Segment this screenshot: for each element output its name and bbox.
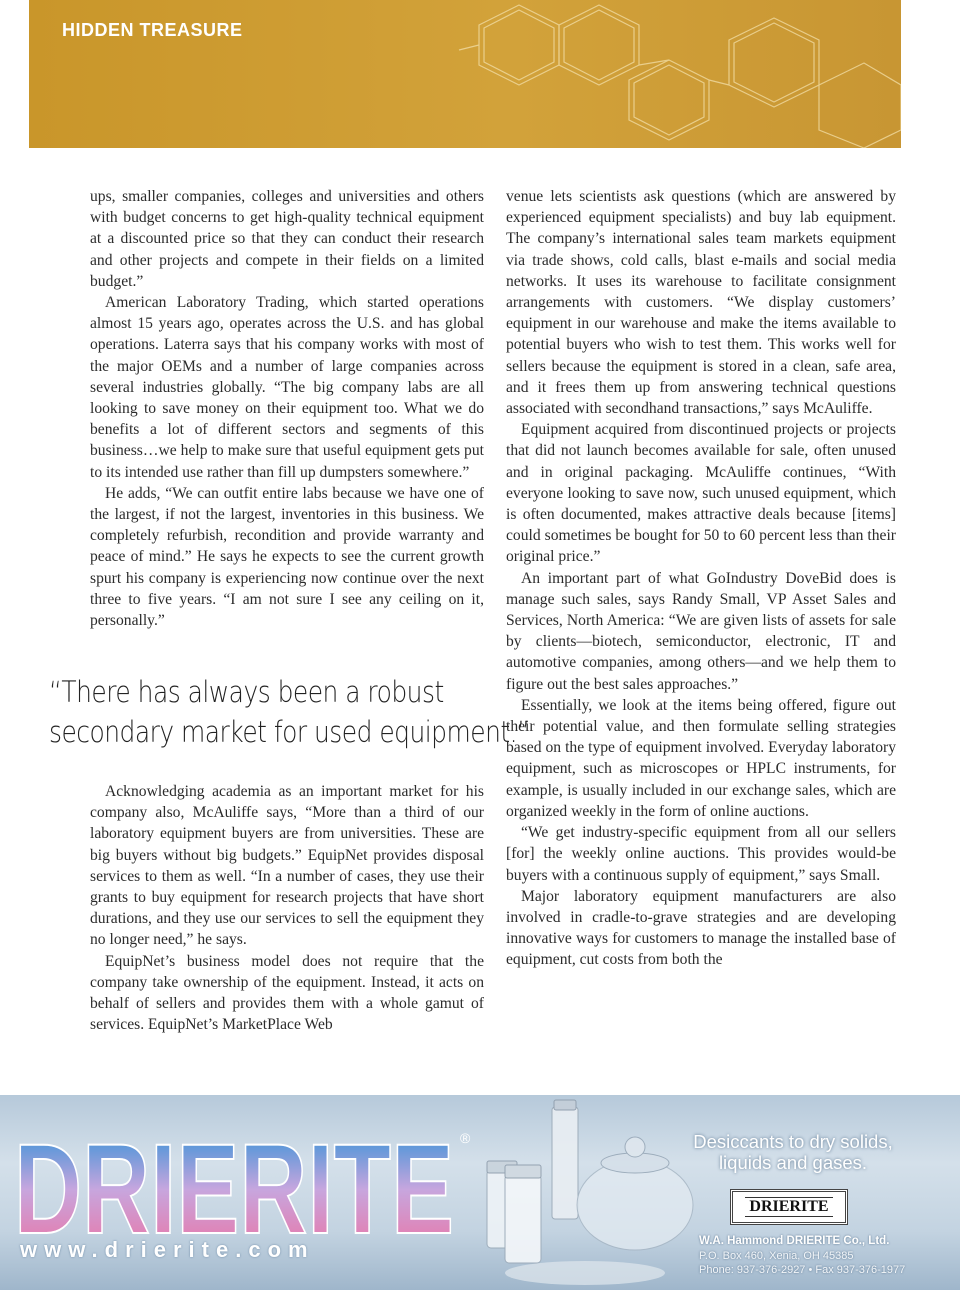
company-phone: Phone: 937-376-2927 • Fax 937-376-1977 <box>699 1264 906 1276</box>
article-paragraph: “We get industry-specific equipment from all our sellers [for] the weekly online auctions. This provides would-be buyers with a continuous supply of equipment,” says Small. <box>506 824 896 884</box>
article-column-right <box>506 186 896 971</box>
article-paragraph: Essentially, we look at the items being offered, figure out their potential value, and then formulate selling strategies based on the type of equipment involved. Everyday laboratory equipment, such as microscopes or HPLC instruments, for example, is usually included in our exchange sales, which are organized weekly in the form of online auctions. <box>506 696 896 820</box>
website-link[interactable]: www.drierite.com <box>20 1237 315 1262</box>
article-paragraph: An important part of what GoIndustry DoveBid does is manage such sales, says Randy Small, VP Asset Sales and Services, North America: “We are given lists of assets for sale by clients—biotech, semiconductor, electronic, IT and automotive companies, among others—and we help them to figure out the best sales approaches.” <box>506 569 896 693</box>
article-column-left-bottom <box>90 781 484 1035</box>
drierite-logo <box>14 1121 484 1241</box>
article-column-left-top <box>90 186 484 631</box>
article-paragraph: EquipNet’s business model does not require that the company take ownership of the equipment. Instead, it acts on behalf of sellers and provides them with a whole gamut of services. EquipNet’s MarketPlace Web <box>90 952 484 1034</box>
article-paragraph: American Laboratory Trading, which started operations almost 15 years ago, operates across the U.S. and has global operations. Laterra says that his company works with most of the major OEMs and a number of large companies across several industries globally. “The big company labs are all looking to save money on their equipment too. What we do benefits a lot of different sectors and segments of this business…we help to make sure that useful equipment gets put to its intended use rather than fill up dumpsters somewhere.” <box>90 294 484 481</box>
article-paragraph: ups, smaller companies, colleges and universities and others with budget concerns to get high-quality technical equipment at a discounted price so that they can conduct their research and other projects and compete in their fields on a limited budget.” <box>90 188 484 290</box>
drierite-wordmark: DRIERITE <box>14 1121 454 1241</box>
company-name: W.A. Hammond DRIERITE Co., Ltd. <box>699 1235 890 1247</box>
pull-quote-line: secondary market for used equipment.” <box>49 715 530 749</box>
pull-quote <box>49 672 530 752</box>
article-paragraph: Major laboratory equipment manufacturers are also involved in cradle-to-grave strategies and are developing innovative ways for customers to manage the installed base of equipment, cut costs from both the <box>506 887 896 969</box>
drierite-stamp-logo <box>730 1189 848 1225</box>
article-paragraph: Acknowledging academia as an important market for his company also, McAuliffe says, “More than a third of our laboratory equipment buyers are from universities. These are big buyers without big budgets.” EquipNet provides disposal services to them as well. “In a number of cases, they use their grants to buy equipment for research projects that have short durations, and they use our services to sell the equipment they no longer need,” he says. <box>90 783 484 949</box>
stamp-text: DRIERITE <box>745 1197 832 1217</box>
tagline-line: Desiccants to dry solids, <box>693 1131 893 1152</box>
header-banner <box>29 0 901 148</box>
desiccant-jars-image <box>465 1095 695 1290</box>
article-paragraph: venue lets scientists ask questions (which are answered by experienced equipment specialists) and buy lab equipment. The company’s international sales team markets equipment via trade shows, cold calls, blast e-mails and social media networks. It uses its warehouse to facilitate consignment arrangements with customers. “We display customers’ equipment in our warehouse and make the items available to potential buyers who wish to test them. This works well for sellers because the equipment is stored in a clean, safe area, and it frees them up from answering technical questions associated with secondhand transactions,” says McAuliffe. <box>506 188 896 418</box>
tagline-line: liquids and gases. <box>718 1152 868 1173</box>
article-paragraph: Equipment acquired from discontinued projects or projects that did not launch becomes available for sale, often unused and in original packaging. McAuliffe continues, “With everyone looking to save now, such unused equipment, which is often documented, makes attractive deals because [items] could sometimes be bought for 50 to 60 percent less than their original price.” <box>506 421 896 566</box>
pull-quote-line: “There has always been a robust <box>49 675 444 709</box>
article-paragraph: He adds, “We can outfit entire labs because we have one of the largest, if not the largest, inventories in this business. We completely refurbish, recondition and provide warranty and peace of mind.” He says he expects to see the current growth spurt his company is experiencing now continue over the next three to five years. “I am not sure I see any ceiling on it, personally.” <box>90 484 484 630</box>
company-address: P.O. Box 460, Xenia, OH 45385 <box>699 1250 854 1262</box>
drierite-advertisement[interactable] <box>0 1095 960 1290</box>
section-title: HIDDEN TREASURE <box>62 20 243 40</box>
ad-tagline <box>688 1131 898 1173</box>
registered-mark: ® <box>460 1130 471 1146</box>
